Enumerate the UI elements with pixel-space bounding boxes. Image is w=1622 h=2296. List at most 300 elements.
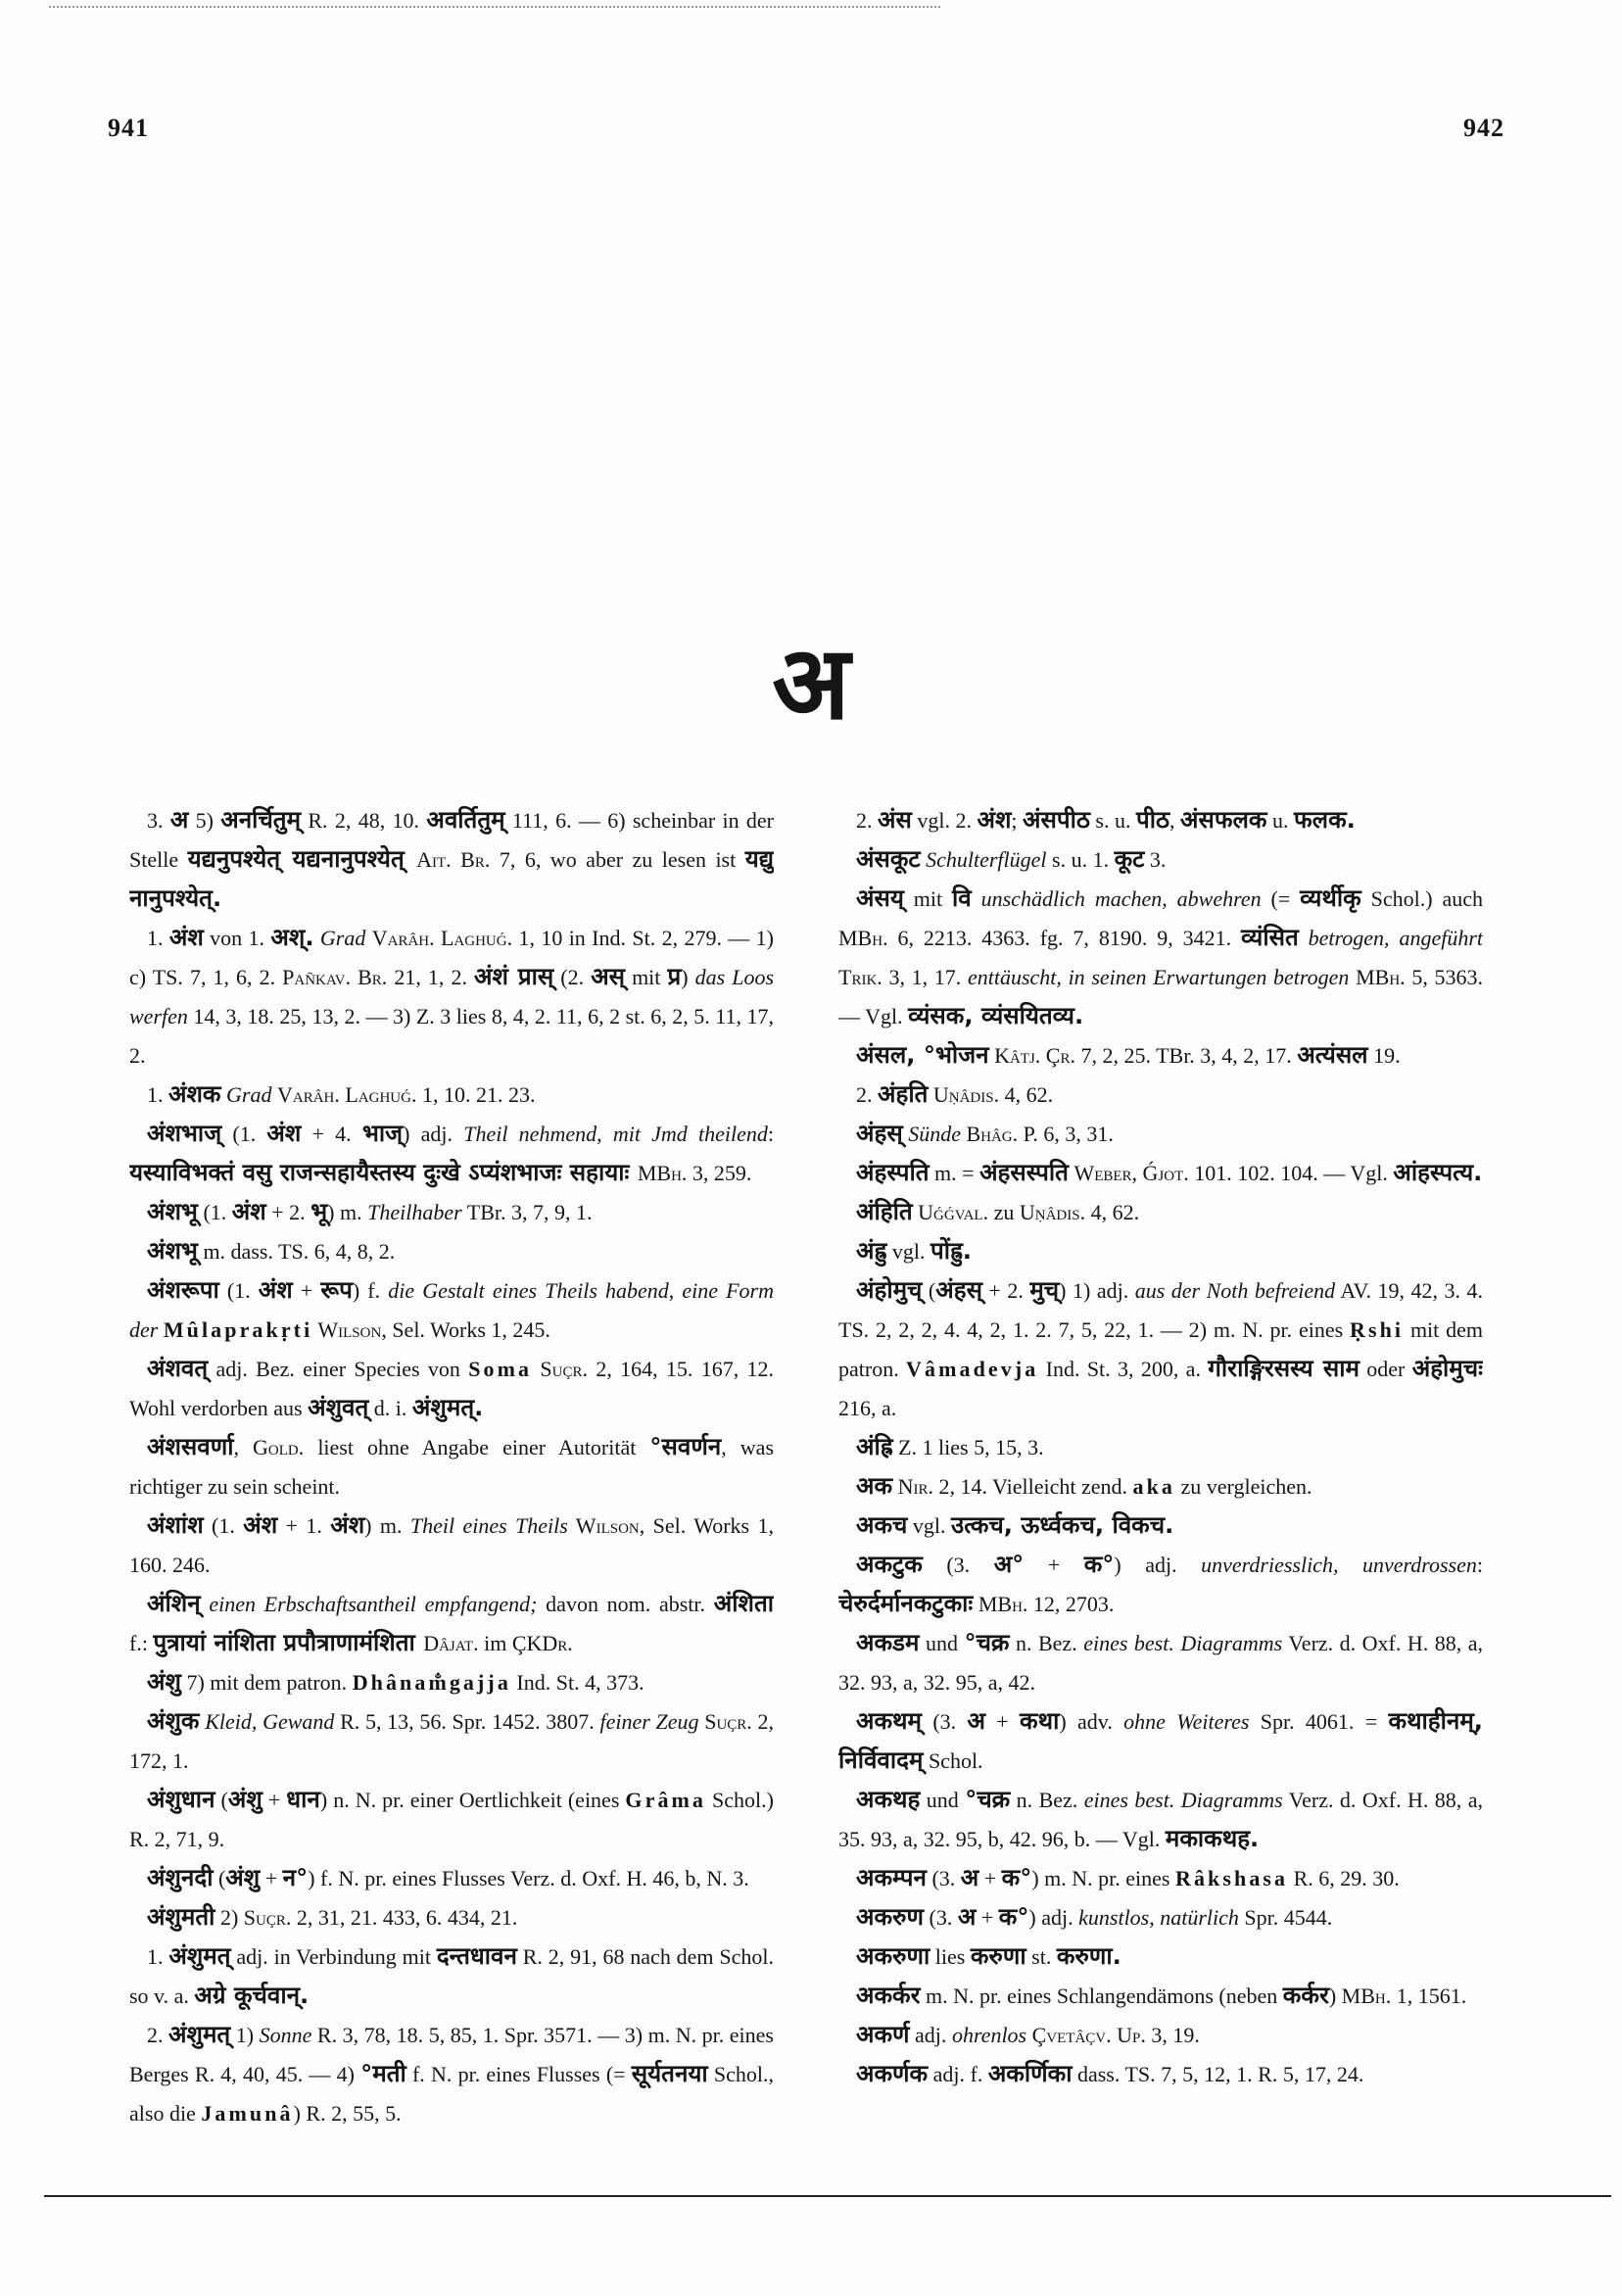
- sanskrit-text: आंहस्पत्य.: [1393, 1159, 1483, 1186]
- dictionary-entry: [838, 1546, 1483, 1624]
- dictionary-entry: [129, 1898, 774, 1937]
- headword: अंशांश: [147, 1511, 204, 1539]
- entry-text: 2.: [147, 2023, 169, 2047]
- entry-text: d. i.: [368, 1396, 412, 1420]
- entry-text: u.: [1266, 808, 1295, 833]
- entry-text: 7) mit dem patron.: [180, 1670, 353, 1695]
- headword: अंशिन्: [147, 1590, 201, 1617]
- german-gloss: Grad: [313, 926, 372, 950]
- sanskrit-text: अंशु: [225, 1864, 261, 1891]
- german-gloss: ohne Weiteres: [1123, 1709, 1250, 1734]
- headword: अकटुक: [856, 1551, 923, 1578]
- entry-text: , was richtiger zu sein scheint.: [129, 1435, 774, 1499]
- entry-text: 216, a.: [838, 1396, 897, 1420]
- entry-text: 21, 1, 2.: [387, 965, 474, 989]
- entry-text: Ind. St. 3, 200, a.: [1038, 1357, 1209, 1381]
- sanskrit-text: अ: [967, 1707, 985, 1735]
- entry-text: ,: [1169, 808, 1181, 833]
- entry-text: (1.: [197, 1200, 232, 1224]
- entry-text: 3, 19.: [1145, 2023, 1200, 2047]
- entry-text: lies: [930, 1944, 971, 1969]
- headword: अक: [856, 1472, 893, 1500]
- spaced-name: Soma: [468, 1357, 533, 1381]
- source-abbreviation: Trik.: [838, 965, 883, 989]
- entry-text: 1, 10 in Ind. St. 2, 279. — 1) c) TS. 7, 1, 6, 2.: [129, 926, 774, 989]
- entry-text: 14, 3, 18. 25, 13, 2. — 3) Z. 3 lies 8, 4, 2. 11, 6, 2 st. 6, 2, 5. 11, 17, 2.: [129, 1004, 774, 1068]
- dictionary-entry: [838, 880, 1483, 1036]
- entry-text: Schol.) R. 2, 71, 9.: [129, 1788, 774, 1851]
- sanskrit-text: करुणा: [970, 1942, 1026, 1970]
- entry-text: +: [976, 1905, 999, 1930]
- dictionary-entry: [129, 1428, 774, 1507]
- entry-text: m. =: [929, 1161, 980, 1185]
- entry-text: +: [260, 1866, 283, 1890]
- sanskrit-text: यस्याविभक्तं वसु राजन्सहायैस्तस्य दुःखे ऽप्यंशभाजः सहायाः: [129, 1159, 638, 1186]
- headword: अंशरूपा: [147, 1276, 219, 1304]
- dictionary-entry: [129, 1271, 774, 1350]
- entry-text: , Sel. Works 1, 245.: [381, 1317, 550, 1342]
- dictionary-entry: [838, 1781, 1483, 1859]
- dictionary-entry: [838, 2016, 1483, 2055]
- entry-text: (: [922, 1278, 936, 1303]
- entry-text: Schol.: [923, 1748, 983, 1773]
- source-abbreviation: Uṇâdis.: [928, 1082, 1000, 1107]
- headword: अंह्रु: [856, 1237, 887, 1265]
- dictionary-entry: [129, 1585, 774, 1663]
- sanskrit-text: कूट: [1114, 845, 1145, 873]
- entry-text: 12, 2703.: [1027, 1592, 1115, 1616]
- headword: अंह्रि: [856, 1433, 893, 1460]
- entry-text: ) adj.: [403, 1122, 464, 1146]
- sanskrit-text: न°: [282, 1864, 309, 1891]
- sanskrit-text: अंश: [330, 1511, 365, 1539]
- dictionary-entry: [838, 1076, 1483, 1115]
- entry-text: s. u.: [1089, 808, 1136, 833]
- sanskrit-text: अ: [960, 1864, 979, 1891]
- headword: अंहस्पति: [856, 1159, 930, 1186]
- entry-text: + 2.: [265, 1200, 311, 1224]
- sanskrit-text: प्र: [667, 963, 682, 990]
- spaced-name: Jamunâ: [201, 2101, 294, 2126]
- dictionary-entry: [129, 1115, 774, 1193]
- headword: अंशुमत्: [168, 1942, 231, 1970]
- entry-text: 5, 5363. — Vgl.: [838, 965, 1483, 1028]
- sanskrit-text: अग्रे कूर्चवान्.: [194, 1982, 310, 2009]
- spaced-name: Râkshasa: [1175, 1866, 1289, 1890]
- headword: अकच: [856, 1511, 908, 1539]
- source-abbreviation: Uǵǵval.: [912, 1200, 989, 1224]
- headword: अ: [169, 806, 189, 834]
- sanskrit-text: धान: [286, 1786, 320, 1813]
- entry-text: adj.: [909, 2023, 952, 2047]
- german-gloss: Sünde: [902, 1122, 961, 1146]
- dictionary-entry: [838, 1624, 1483, 1702]
- headword: अकरुण: [856, 1903, 925, 1931]
- source-abbreviation: Varâh. Laghuǵ.: [371, 926, 513, 950]
- entry-text: adj. Bez. einer Species von: [208, 1357, 469, 1381]
- spaced-name: Grâma: [625, 1788, 707, 1812]
- headword: अंशुक: [147, 1707, 200, 1735]
- headword: अकरुणा: [856, 1942, 930, 1970]
- sanskrit-text: गौराङ्गिरसस्य साम: [1208, 1355, 1360, 1382]
- section-letter-heading: अ: [772, 623, 850, 742]
- german-gloss: unschädlich machen, abwehren: [971, 886, 1262, 911]
- headword: अंसकूट: [856, 845, 921, 873]
- sanskrit-text: अंश: [977, 806, 1012, 834]
- sanskrit-text: °चक्र: [965, 1786, 1011, 1813]
- sanskrit-text: °मती: [360, 2060, 406, 2087]
- entry-text: + 1.: [277, 1513, 331, 1538]
- source-abbreviation: Wilson: [312, 1317, 382, 1342]
- entry-text: R. 3, 78, 18. 5, 85, 1. Spr. 3571. — 3) m. N. pr. eines Berges R. 4, 40, 45. — 4): [129, 2023, 774, 2086]
- entry-text: (2.: [553, 965, 592, 989]
- entry-text: 111, 6. — 6) scheinbar in der Stelle: [129, 808, 774, 872]
- entry-text: R. 2, 48, 10.: [301, 808, 427, 833]
- entry-text: , Sel. Works 1, 160. 246.: [129, 1513, 774, 1577]
- entry-text: dass. TS. 7, 5, 12, 1. R. 5, 17, 24.: [1072, 2062, 1364, 2086]
- entry-text: 1, 10. 21. 23.: [416, 1082, 536, 1107]
- dictionary-entry: [129, 1663, 774, 1702]
- headword: अंहति: [878, 1080, 929, 1108]
- source-abbreviation: Nir.: [892, 1474, 933, 1499]
- source-abbreviation: Gold.: [253, 1435, 305, 1459]
- entry-text: m. N. pr. eines Schlangendämons (neben: [920, 1984, 1283, 2008]
- dictionary-entry: [838, 1271, 1483, 1428]
- sanskrit-text: अंशिता: [713, 1590, 774, 1617]
- entry-text: + 4.: [301, 1122, 362, 1146]
- entry-text: f.:: [129, 1631, 154, 1655]
- dictionary-entry: [838, 2055, 1483, 2094]
- sanskrit-text: चेरुर्दर्मानकटुकाः: [838, 1590, 974, 1617]
- sanskrit-text: व्यर्थीकृ: [1300, 885, 1361, 912]
- entry-text: 7, 6, wo aber zu lesen ist: [490, 847, 745, 872]
- headword: अंशुनदी: [147, 1864, 214, 1891]
- entry-text: 101. 102. 104. — Vgl.: [1188, 1161, 1394, 1185]
- entry-text: Verz. d. Oxf. H. 88, a, 32. 93, a, 32. 95, a, 42.: [838, 1631, 1483, 1695]
- entry-text: zu: [988, 1200, 1020, 1224]
- sanskrit-text: अंश: [243, 1511, 278, 1539]
- sanskrit-text: क°: [1083, 1551, 1115, 1578]
- sanskrit-text: अस्: [591, 963, 626, 990]
- source-abbreviation: Çvetâçv. Up.: [1026, 2023, 1146, 2047]
- german-gloss: enttäuscht, in seinen Erwartungen betrogen: [967, 965, 1350, 989]
- headword: अंश: [168, 924, 204, 951]
- source-abbreviation: ÇKDr.: [511, 1631, 573, 1655]
- entry-text: mit dem patron.: [838, 1317, 1483, 1381]
- sanskrit-text: अंसफलक: [1180, 806, 1267, 834]
- dictionary-entry: [129, 801, 774, 919]
- source-abbreviation: MBh.: [1341, 1984, 1392, 2008]
- german-gloss: Kleid, Gewand: [199, 1709, 335, 1734]
- headword: अंहिति: [856, 1198, 913, 1225]
- entry-text: 4, 62.: [1085, 1200, 1140, 1224]
- entry-text: +: [1024, 1553, 1084, 1577]
- sanskrit-text: °सवर्णन: [649, 1433, 722, 1460]
- entry-text: 5): [188, 808, 221, 833]
- source-abbreviation: Weber, Ǵjot.: [1068, 1161, 1189, 1185]
- sanskrit-text: अश्.: [270, 924, 314, 951]
- german-gloss: Theil nehmend, mit Jmd theilend: [463, 1122, 768, 1146]
- entry-text: 7, 2, 25. TBr. 3, 4, 2, 17.: [1074, 1043, 1298, 1068]
- sanskrit-text: अंश: [258, 1276, 293, 1304]
- sanskrit-text: क°: [1001, 1864, 1032, 1891]
- dictionary-entry: [838, 1115, 1483, 1154]
- headword: अंशवत्: [147, 1355, 209, 1382]
- entry-text: (=: [1261, 886, 1301, 911]
- entry-text: ): [681, 965, 695, 989]
- source-abbreviation: Uṇâdis.: [1019, 1200, 1086, 1224]
- source-abbreviation: Kâtj. Çr.: [988, 1043, 1075, 1068]
- spaced-name: Dhânam̐gajja: [352, 1670, 511, 1695]
- dictionary-entry: [129, 1232, 774, 1271]
- source-abbreviation: Suçr.: [698, 1709, 752, 1734]
- scan-artifact-line: [49, 6, 940, 8]
- sanskrit-text: पुत्रायां नांशिता प्रपौत्राणामंशिता: [153, 1629, 424, 1656]
- entry-text: ) R. 2, 55, 5.: [293, 2101, 402, 2126]
- sanskrit-text: व्यंसक, व्यंसयितव्य.: [908, 1002, 1084, 1029]
- german-gloss: aus der Noth befreiend: [1134, 1278, 1336, 1303]
- entry-text: 2, 172, 1.: [129, 1709, 774, 1773]
- spaced-name: aka: [1132, 1474, 1175, 1499]
- source-abbreviation: Bhâg. P.: [960, 1122, 1038, 1146]
- left-page-number: 941: [108, 114, 149, 142]
- entry-text: mit: [625, 965, 668, 989]
- dictionary-entry: [129, 2016, 774, 2133]
- entry-text: 6, 2213. 4363. fg. 7, 8190. 9, 3421.: [887, 926, 1242, 950]
- sanskrit-text: अंशु: [227, 1786, 262, 1813]
- sanskrit-text: अंसपीठ: [1023, 806, 1090, 834]
- entry-text: 1.: [147, 926, 169, 950]
- entry-text: +: [262, 1788, 287, 1812]
- dictionary-entry: [838, 1859, 1483, 1898]
- entry-text: ) adv.: [1059, 1709, 1124, 1734]
- entry-text: ) f. N. pr. eines Flusses Verz. d. Oxf. H. 46, b, N. 3.: [308, 1866, 749, 1890]
- source-abbreviation: Suçr.: [532, 1357, 589, 1381]
- entry-text: davon nom. abstr.: [537, 1592, 714, 1616]
- headword: अकथह: [856, 1786, 921, 1813]
- german-gloss: einen Erbschaftsantheil empfangend;: [200, 1592, 538, 1616]
- entry-text: vgl.: [886, 1239, 930, 1264]
- entry-text: Z. 1 lies 5, 15, 3.: [892, 1435, 1044, 1459]
- entry-text: :: [767, 1122, 774, 1146]
- source-abbreviation: Ait. Br.: [416, 847, 491, 872]
- entry-text: 1.: [147, 1082, 168, 1107]
- entry-text: R. 2, 91, 68 nach dem Schol. so v. a.: [129, 1944, 774, 2008]
- sanskrit-text: अकर्णिका: [987, 2060, 1073, 2087]
- source-abbreviation: MBh.: [838, 926, 888, 950]
- entry-text: ) 1) adj.: [1059, 1278, 1135, 1303]
- headword: अकडम: [856, 1629, 920, 1656]
- headword: अकथम्: [856, 1707, 922, 1735]
- sanskrit-text: उत्कच, ऊर्ध्वकच, विकच.: [951, 1511, 1174, 1539]
- entry-text: Verz. d. Oxf. H. 88, a, 35. 93, a, 32. 95, b, 42. 96, b. — Vgl.: [838, 1788, 1483, 1851]
- entry-text: 2, 14. Vielleicht zend.: [932, 1474, 1133, 1499]
- sanskrit-text: करुणा.: [1056, 1942, 1121, 1970]
- sanskrit-text: सूर्यतनया: [631, 2060, 708, 2087]
- spaced-name: Mûlaprakṛti: [163, 1317, 313, 1342]
- sanskrit-text: °चक्र: [964, 1629, 1010, 1656]
- entry-text: ) m. N. pr. eines: [1031, 1866, 1175, 1890]
- headword: अंशु: [147, 1668, 181, 1696]
- entry-text: und: [920, 1788, 966, 1812]
- german-gloss: die Gestalt eines Theils habend, eine Form der: [129, 1278, 774, 1342]
- sanskrit-text: अंहसस्पति: [979, 1159, 1069, 1186]
- sanskrit-text: मुच्: [1029, 1276, 1060, 1304]
- dictionary-entry: [129, 919, 774, 1076]
- dictionary-entry: [129, 1507, 774, 1585]
- entry-text: n. Bez.: [1010, 1788, 1084, 1812]
- entry-text: TBr. 3, 7, 9, 1.: [461, 1200, 593, 1224]
- sanskrit-text: अंशुमत्.: [411, 1394, 484, 1421]
- dictionary-entry: [838, 1154, 1483, 1193]
- dictionary-entry: [838, 1193, 1483, 1232]
- german-gloss: betrogen, angeführt: [1298, 926, 1483, 950]
- entry-text: 3.: [147, 808, 170, 833]
- entry-text: ) adj.: [1028, 1905, 1079, 1930]
- entry-text: R. 5, 13, 56. Spr. 1452. 3807.: [334, 1709, 600, 1734]
- sanskrit-text: अंशुवत्: [308, 1394, 369, 1421]
- sanskrit-text: वि: [952, 885, 972, 912]
- entry-text: 19.: [1367, 1043, 1401, 1068]
- sanskrit-text: अ: [957, 1903, 977, 1931]
- dictionary-entry: [129, 1350, 774, 1428]
- entry-text: Ind. St. 4, 373.: [510, 1670, 644, 1695]
- dictionary-entry: [838, 840, 1483, 880]
- sanskrit-text: अ°: [993, 1551, 1025, 1578]
- headword: अंशुधान: [147, 1786, 215, 1813]
- entry-text: n. Bez.: [1009, 1631, 1084, 1655]
- entry-text: 3, 259.: [687, 1161, 752, 1185]
- sanskrit-text: फलक.: [1294, 806, 1356, 834]
- sanskrit-text: दन्तधावन: [436, 1942, 517, 1970]
- entry-text: von 1.: [203, 926, 271, 950]
- dictionary-entry: [838, 1937, 1483, 1977]
- source-abbreviation: MBh.: [1349, 965, 1406, 989]
- dictionary-entry: [838, 1977, 1483, 2016]
- dictionary-entry: [838, 1232, 1483, 1271]
- german-gloss: ohrenlos: [951, 2023, 1027, 2047]
- german-gloss: Sonne: [259, 2023, 312, 2047]
- dictionary-entry: [129, 1937, 774, 2016]
- entry-text: (3.: [922, 1553, 994, 1577]
- entry-text: (3.: [926, 1866, 961, 1890]
- entry-text: s. u. 1.: [1046, 847, 1115, 872]
- german-gloss: Theilhaber: [367, 1200, 462, 1224]
- bottom-rule: [44, 2195, 1611, 2197]
- entry-text: 1): [230, 2023, 260, 2047]
- entry-text: ) f.: [352, 1278, 389, 1303]
- source-abbreviation: Suçr.: [243, 1905, 292, 1930]
- dictionary-entry: [129, 1859, 774, 1898]
- entry-text: 4, 62.: [999, 1082, 1054, 1107]
- sanskrit-text: कर्कर: [1282, 1982, 1329, 2009]
- source-abbreviation: Wilson: [567, 1513, 640, 1538]
- entry-text: Spr. 4544.: [1238, 1905, 1333, 1930]
- german-gloss: eines best. Diagramms: [1083, 1631, 1283, 1655]
- entry-text: ,: [233, 1435, 254, 1459]
- german-gloss: Grad: [220, 1082, 277, 1107]
- sanskrit-text: अंश: [231, 1198, 266, 1225]
- sanskrit-text: कथा: [1020, 1707, 1060, 1735]
- headword: अकर्णक: [856, 2060, 929, 2087]
- dictionary-entry: [129, 1781, 774, 1859]
- entry-text: +: [984, 1709, 1021, 1734]
- entry-text: und: [919, 1631, 965, 1655]
- sanskrit-text: मकाकथह.: [1165, 1825, 1260, 1852]
- dictionary-entry: [838, 1507, 1483, 1546]
- left-column: [129, 801, 774, 2168]
- german-gloss: Theil eines Theils: [409, 1513, 568, 1538]
- entry-text: Schol., also die: [129, 2062, 774, 2126]
- entry-text: R. 6, 29. 30.: [1288, 1866, 1400, 1890]
- sanskrit-text: अनर्चितुम्: [220, 806, 302, 834]
- headword: अकर्ण: [856, 2021, 910, 2048]
- german-gloss: das Loos werfen: [129, 965, 774, 1028]
- dictionary-entry: [129, 1193, 774, 1232]
- entry-text: (3.: [921, 1709, 968, 1734]
- entry-text: 2, 31, 21. 433, 6. 434, 21.: [291, 1905, 518, 1930]
- german-gloss: eines best. Diagramms: [1083, 1788, 1283, 1812]
- headword: अंशुमती: [147, 1903, 215, 1931]
- entry-text: AV. 19, 42, 3. 4. TS. 2, 2, 2, 4. 4, 2, 1. 2. 7, 5, 22, 1. — 2) m. N. pr. eines: [838, 1278, 1483, 1342]
- entry-text: oder: [1359, 1357, 1412, 1381]
- entry-text: vgl.: [907, 1513, 952, 1538]
- dictionary-entry: [838, 801, 1483, 840]
- entry-text: 2.: [856, 808, 878, 833]
- headword: अंहोमुच्: [856, 1276, 923, 1304]
- entry-text: +: [978, 1866, 1002, 1890]
- entry-text: adj. f.: [928, 2062, 988, 2086]
- entry-text: f. N. pr. eines Flusses (=: [406, 2062, 632, 2086]
- german-gloss: feiner Zeug: [599, 1709, 699, 1734]
- entry-text: + 2.: [981, 1278, 1030, 1303]
- sanskrit-text: कथाहीनम्, निर्विवादम्: [838, 1707, 1483, 1774]
- entry-text: liest ohne Angabe einer Autorität: [304, 1435, 650, 1459]
- entry-text: ) m.: [364, 1513, 410, 1538]
- sanskrit-text: यद्यनुपश्येत् यद्यनानुपश्येत्: [187, 845, 417, 873]
- sanskrit-text: पीठ: [1135, 806, 1170, 834]
- right-page-number: 942: [1463, 114, 1504, 142]
- sanskrit-text: अवर्तितुम्: [426, 806, 505, 834]
- headword: अकम्पन: [856, 1864, 927, 1891]
- sanskrit-text: अंश: [266, 1120, 302, 1147]
- headword: अंस: [878, 806, 912, 834]
- entry-text: (1.: [203, 1513, 244, 1538]
- headword: अंशसवर्णा: [147, 1433, 234, 1460]
- entry-text: ) m.: [327, 1200, 368, 1224]
- entry-text: +: [292, 1278, 321, 1303]
- entry-text: 1.: [147, 1944, 169, 1969]
- entry-text: m. dass. TS. 6, 4, 8, 2.: [197, 1239, 396, 1264]
- sanskrit-text: अंशं प्रास्: [473, 963, 554, 990]
- entry-text: 2): [215, 1905, 244, 1930]
- entry-text: vgl. 2.: [911, 808, 978, 833]
- source-abbreviation: MBh.: [637, 1161, 688, 1185]
- entry-text: im: [478, 1631, 512, 1655]
- german-gloss: Schulterflügel: [920, 847, 1047, 872]
- entry-text: 6, 3, 31.: [1037, 1122, 1114, 1146]
- headword: अंहस्: [856, 1120, 903, 1147]
- entry-text: 3, 1, 17.: [882, 965, 968, 989]
- entry-text: (1.: [218, 1278, 259, 1303]
- entry-text: 2.: [856, 1082, 878, 1107]
- headword: अकर्कर: [856, 1982, 921, 2009]
- sanskrit-text: यद्यु नानुपश्येत्.: [129, 845, 774, 912]
- entry-text: ;: [1011, 808, 1024, 833]
- entry-text: 2, 164, 15. 167, 12. Wohl verdorben aus: [129, 1357, 774, 1420]
- entry-text: (1.: [221, 1122, 267, 1146]
- entry-text: st.: [1026, 1944, 1057, 1969]
